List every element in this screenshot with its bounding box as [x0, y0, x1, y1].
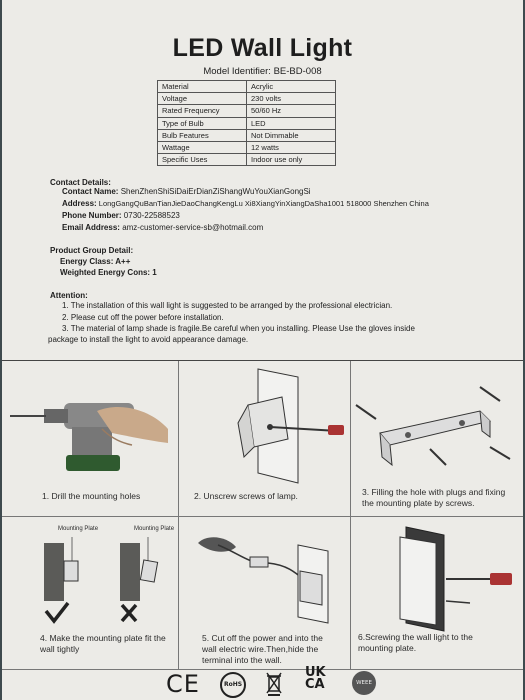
- mounting-plate-illustration: [350, 385, 523, 481]
- attention-line-2: 2. Please cut off the power before installation.: [62, 313, 224, 322]
- step-3-caption-1: 3. Filling the hole with plugs and fixing: [362, 487, 506, 497]
- spec-value: 50/60 Hz: [247, 105, 336, 117]
- step-2-caption: 2. Unscrew screws of lamp.: [194, 491, 298, 501]
- spec-value: 12 watts: [247, 141, 336, 153]
- ukca-top: UK: [305, 665, 326, 680]
- installation-steps-grid: [2, 360, 523, 700]
- attention-line-3: 3. The material of lamp shade is fragile.Be careful when you installing. Please Use the gloves inside: [62, 324, 415, 333]
- rohs-mark: RoHS: [220, 672, 246, 698]
- spec-row: [158, 93, 336, 105]
- step-5-caption-3: terminal into the wall.: [202, 655, 282, 665]
- spec-key: Voltage: [158, 93, 247, 105]
- unscrew-illustration: [178, 367, 350, 485]
- model-identifier: Model Identifier: BE-BD-008: [203, 66, 322, 77]
- contact-heading: Contact Details:: [50, 178, 111, 187]
- ce-mark: CE: [166, 670, 200, 698]
- wiring-illustration: [178, 523, 350, 627]
- step-6-caption-2: mounting plate.: [358, 643, 417, 653]
- spec-value: Indoor use only: [247, 154, 336, 166]
- mounting-plate-label: Mounting Plate: [134, 526, 175, 532]
- step-3-caption-2: the mounting plate by screws.: [362, 498, 475, 508]
- address-label: Address:: [62, 199, 97, 208]
- spec-value: Acrylic: [247, 81, 336, 93]
- step-5-caption-1: 5. Cut off the power and into the: [202, 633, 323, 643]
- address-row: [62, 199, 429, 208]
- spec-row: [158, 105, 336, 117]
- compliance-marks: [2, 665, 523, 700]
- spec-key: Bulb Features: [158, 129, 247, 141]
- final-mount-illustration: [350, 521, 523, 633]
- attention-line-4: package to install the light to avoid appearance damage.: [48, 335, 249, 344]
- page-title: LED Wall Light: [172, 34, 353, 62]
- mounting-plate-label: Mounting Plate: [58, 526, 99, 532]
- weee-mark: WEEE: [352, 671, 376, 695]
- address-value: LongGangQuBanTianJieDaoChangKengLu Xi8XiangYinXiangDaSha1001 518000 Shenzhen China: [98, 199, 429, 208]
- contact-name-row: [62, 187, 311, 196]
- ukca-bottom: CA: [305, 677, 325, 692]
- drill-illustration: [2, 371, 178, 481]
- spec-key: Specific Uses: [158, 154, 247, 166]
- spec-value: 230 volts: [247, 93, 336, 105]
- spec-value: LED: [247, 117, 336, 129]
- spec-row: [158, 154, 336, 166]
- step-1-caption: 1. Drill the mounting holes: [42, 491, 141, 501]
- spec-key: Type of Bulb: [158, 117, 247, 129]
- check-icon: [46, 603, 68, 621]
- spec-key: Material: [158, 81, 247, 93]
- spec-row: [158, 81, 336, 93]
- spec-table: [157, 80, 336, 166]
- spec-row: [158, 129, 336, 141]
- spec-value: Not Dimmable: [247, 129, 336, 141]
- product-group-heading: Product Group Detail:: [50, 246, 134, 255]
- step-4-caption-2: wall tightly: [40, 644, 80, 654]
- phone-row: [62, 211, 180, 220]
- phone-label: Phone Number:: [62, 211, 122, 220]
- attention-line-1: 1. The installation of this wall light is suggested to be arranged by the professional electrician.: [62, 301, 393, 310]
- email-value: amz-customer-service-sb@hotmail.com: [122, 223, 264, 232]
- attention-heading: Attention:: [50, 291, 88, 300]
- email-row: [62, 223, 263, 232]
- spec-row: [158, 141, 336, 153]
- energy-class: Energy Class: A++: [60, 257, 131, 266]
- weighted-energy: Weighted Energy Cons: 1: [60, 268, 157, 277]
- ukca-mark: [305, 667, 326, 691]
- spec-row: [158, 117, 336, 129]
- step-6-caption-1: 6.Screwing the wall light to the: [358, 632, 473, 642]
- grid-divider: [2, 516, 523, 517]
- weee-bin-icon: [266, 672, 282, 696]
- step-5-caption-2: wall electric wire.Then,hide the: [202, 644, 319, 654]
- contact-name-label: Contact Name:: [62, 187, 119, 196]
- plate-fit-illustration: [2, 529, 178, 629]
- phone-value: 0730-22588523: [123, 211, 180, 220]
- step-4-caption-1: 4. Make the mounting plate fit the: [40, 633, 166, 643]
- email-label: Email Address:: [62, 223, 120, 232]
- instruction-sheet: [2, 0, 523, 700]
- cross-icon: [122, 605, 136, 621]
- contact-name-value: ShenZhenShiSiDaiErDianZiShangWuYouXianGongSi: [120, 187, 311, 196]
- spec-key: Wattage: [158, 141, 247, 153]
- spec-key: Rated Frequency: [158, 105, 247, 117]
